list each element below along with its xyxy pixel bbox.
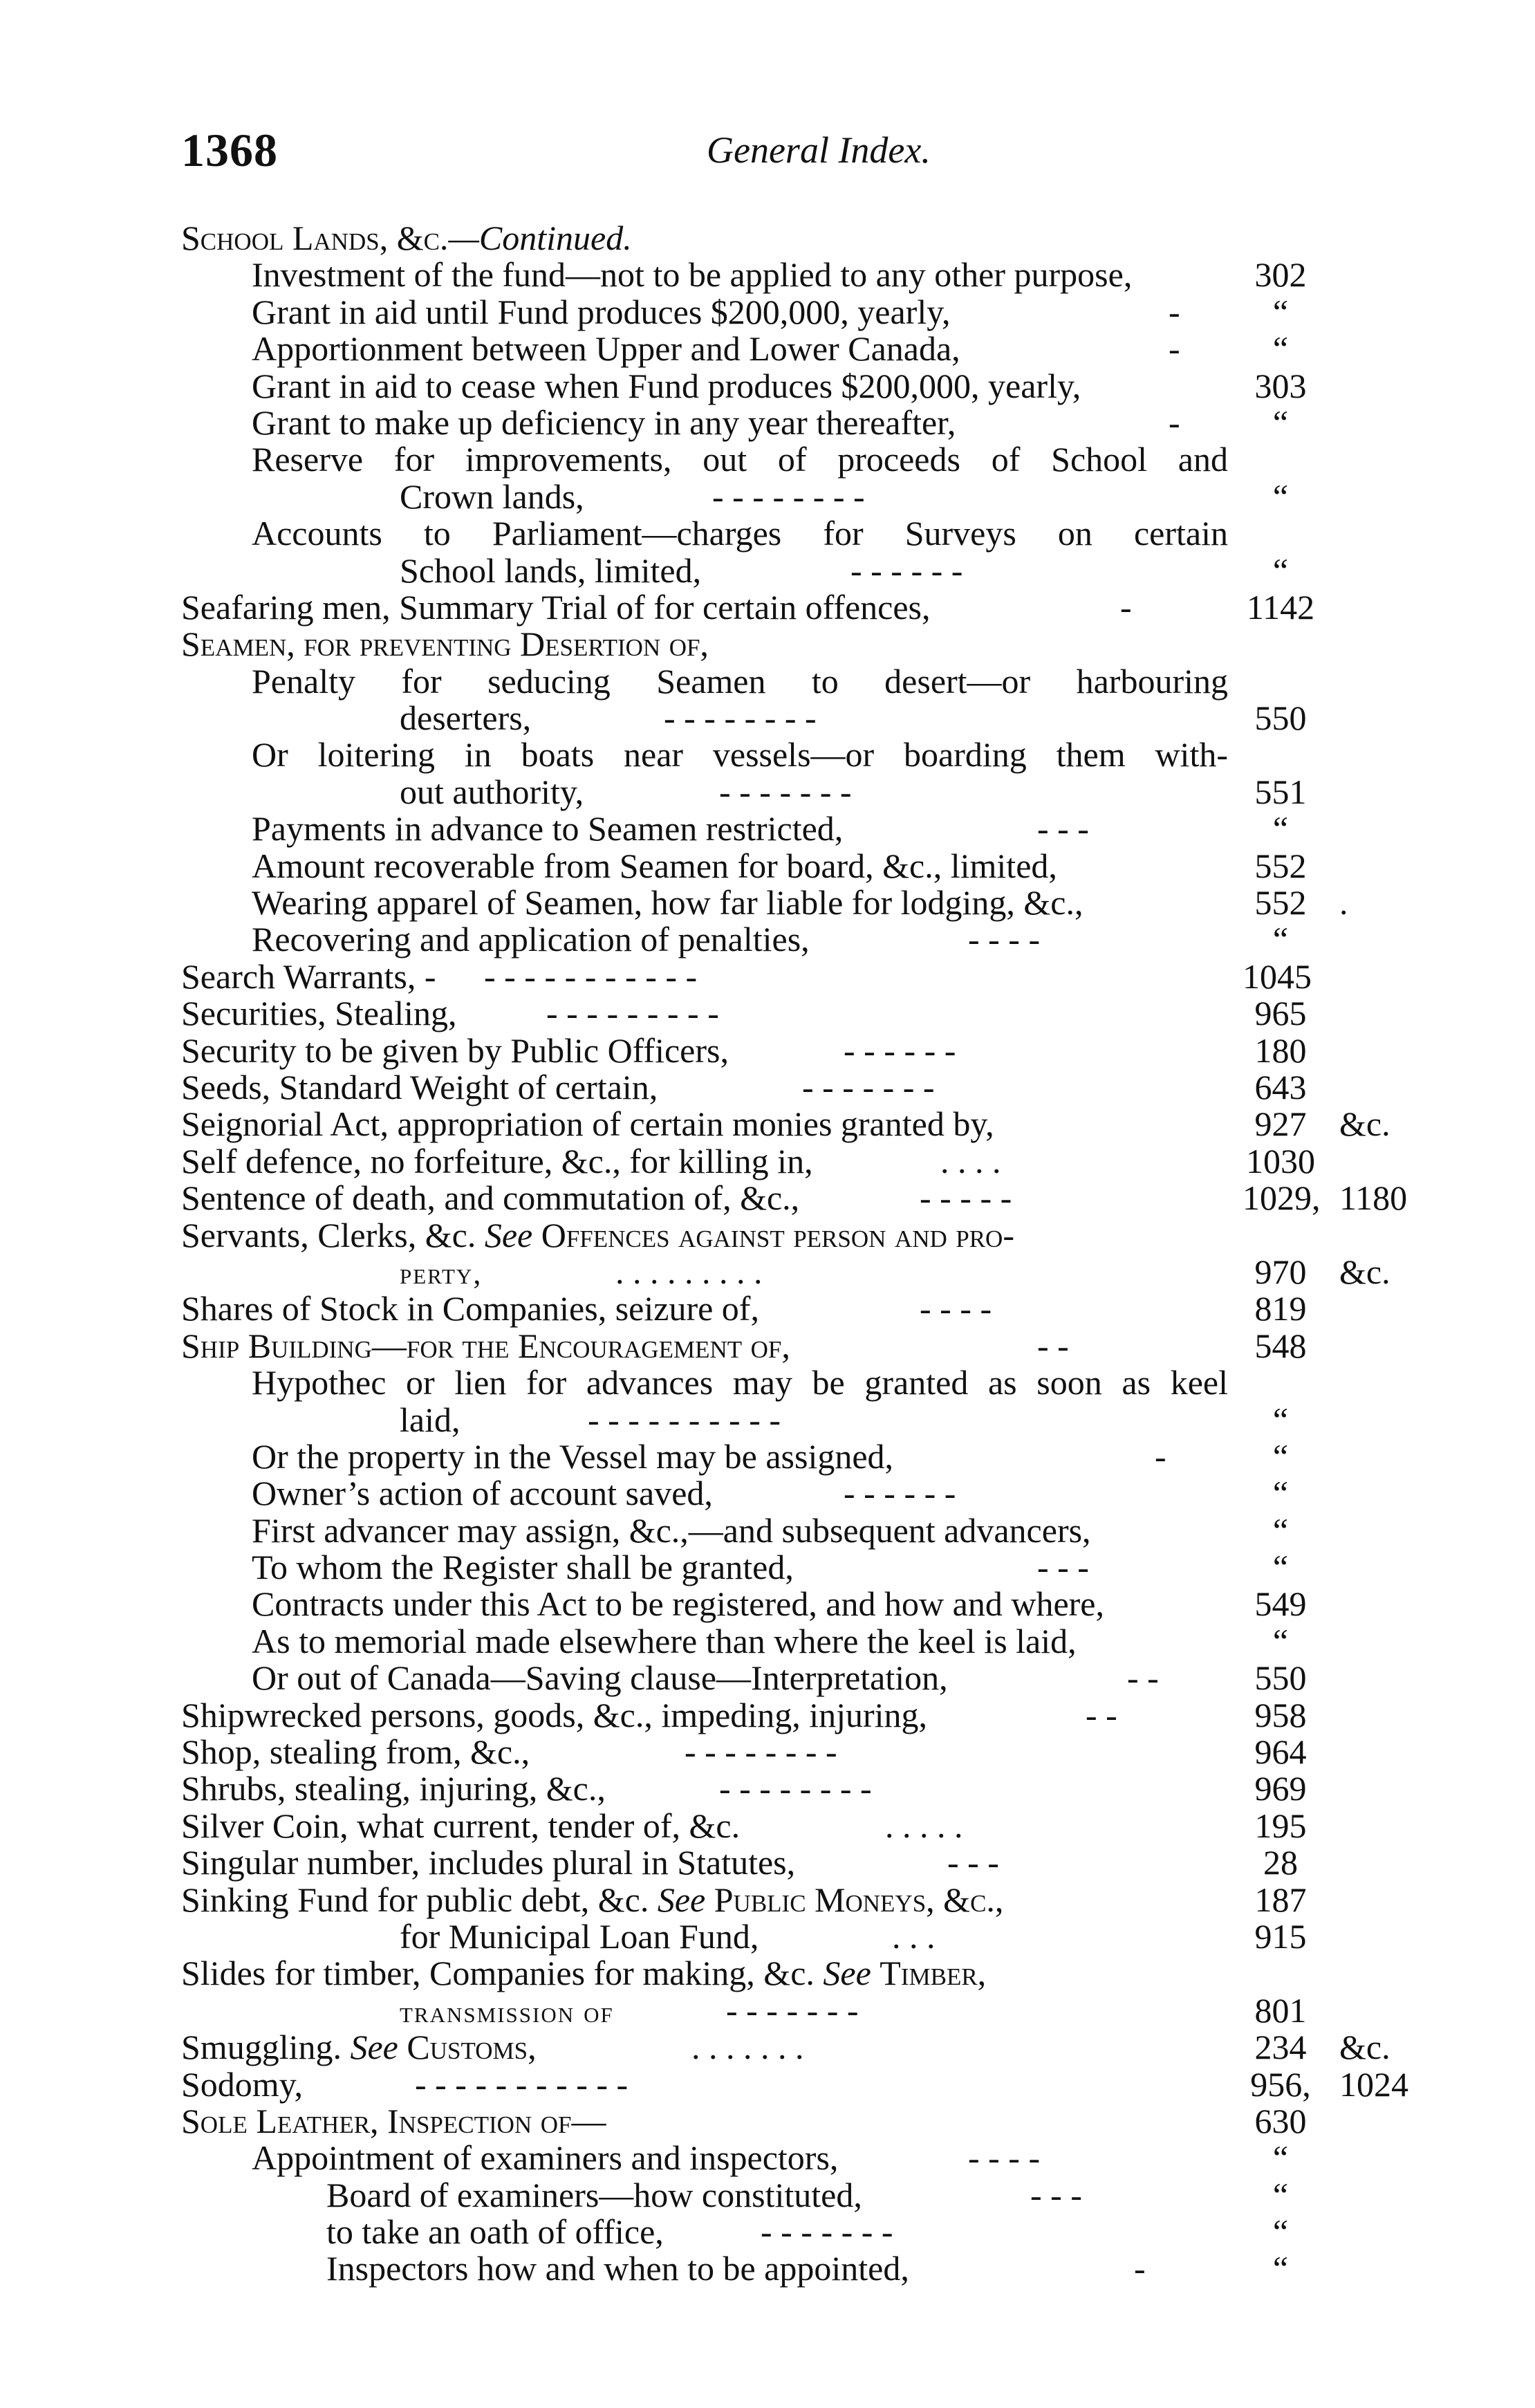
page-reference: “ — [1272, 1436, 1289, 1476]
page-reference: “ — [1272, 1400, 1289, 1439]
index-entry: Slides for timber, Companies for making, &c. See Timber, — [181, 1954, 987, 1993]
page-reference: “ — [1272, 550, 1289, 590]
page-reference: 548 — [1254, 1326, 1307, 1365]
page-reference: “ — [1272, 2175, 1289, 2214]
page-reference: “ — [1272, 292, 1289, 331]
page-reference: 956, — [1250, 2064, 1311, 2104]
index-entry: Silver Coin, what current, tender of, &c. . . . . . 195 — [0, 1808, 1535, 1844]
index-subentry: Reserve for improvements, out of proceeds of School and — [252, 440, 1228, 479]
page-reference: 550 — [1254, 698, 1307, 738]
index-entry-continuation: for Municipal Loan Fund, . . . 915 — [0, 1918, 1535, 1955]
page-reference: “ — [1272, 1510, 1289, 1550]
page-reference: 1045 — [1243, 956, 1312, 996]
page-title: General Index. — [707, 129, 931, 171]
index-subentry-continuation: laid, - - - - - - - - - - “ — [0, 1402, 1535, 1438]
page-reference: 180 — [1254, 1030, 1307, 1070]
running-head — [181, 123, 1274, 178]
index-entry: Sentence of death, and commutation of, &c., - - - - - 1029, 1180 — [181, 1178, 1408, 1218]
index-subentry: Owner’s action of account saved, - - - - - - “ — [0, 1475, 1535, 1512]
index-subentry: First advancer may assign, &c.,—and subsequent advancers, “ — [0, 1512, 1535, 1549]
index-subentry: Board of examiners—how constituted, - - - “ — [0, 2177, 1535, 2214]
index-entry: Sinking Fund for public debt, &c. See Public Moneys, &c., 187 — [0, 1882, 1535, 1918]
page-reference: 969 — [1254, 1769, 1307, 1808]
page-reference: 552 — [1254, 846, 1307, 885]
page-reference: 964 — [1254, 1732, 1307, 1772]
page-reference: 915 — [1254, 1916, 1307, 1956]
index-subentry: Or the property in the Vessel may be assigned, - “ — [0, 1438, 1535, 1475]
index-subentry: As to memorial made elsewhere than where the keel is laid, “ — [0, 1623, 1535, 1660]
index-subentry: Penalty for seducing Seamen to desert—or harbouring — [252, 661, 1228, 701]
page-reference: 234 — [1254, 2028, 1307, 2067]
page-reference: 970 — [1254, 1252, 1307, 1291]
index-entry: Smuggling. See Customs, . . . . . . . 234 &c. — [181, 2028, 1390, 2067]
page-reference: 643 — [1254, 1067, 1307, 1106]
index-subentry: Or out of Canada—Saving clause—Interpretation, - - 550 — [0, 1660, 1535, 1696]
index-heading: School Lands, &c.—Continued. — [181, 219, 632, 257]
page-reference: “ — [1272, 2212, 1289, 2252]
page-reference: 28 — [1263, 1843, 1298, 1882]
index-entry: Seignorial Act, appropriation of certain monies granted by, 927 &c. — [181, 1104, 1390, 1144]
index-subentry: Appointment of examiners and inspectors, - - - - “ — [0, 2140, 1535, 2176]
index-entry-continuation: perty, . . . . . . . . . 970 &c. — [400, 1252, 1390, 1291]
index-entry: Shares of Stock in Companies, seizure of, - - - - 819 — [0, 1290, 1535, 1327]
index-subentry: Payments in advance to Seamen restricted, - - - “ — [0, 811, 1535, 847]
index-heading: Ship Building—for the Encouragement of, - - 548 — [0, 1328, 1535, 1364]
index-subentry: Grant in aid until Fund produces $200,000, yearly, - “ — [0, 294, 1535, 331]
index-subentry: Investment of the fund—not to be applied to any other purpose, 302 — [0, 257, 1535, 293]
index-subentry-continuation: Crown lands, - - - - - - - - “ — [0, 479, 1535, 515]
page-number: 1368 — [181, 124, 278, 176]
index-subentry: Grant in aid to cease when Fund produces $200,000, yearly, 303 — [0, 368, 1535, 405]
page-reference: 630 — [1254, 2101, 1307, 2140]
page-reference: 302 — [1254, 255, 1307, 295]
page-reference: “ — [1272, 476, 1289, 516]
index-subentry: Recovering and application of penalties, - - - - “ — [0, 921, 1535, 958]
index-entry: Seafaring men, Summary Trial of for certain offences, - 1142 — [0, 589, 1535, 626]
page-reference: “ — [1272, 1621, 1289, 1660]
page-reference: “ — [1272, 2249, 1289, 2288]
index-subentry: Wearing apparel of Seamen, how far liable for lodging, &c., 552 . — [252, 883, 1348, 923]
index-entry: Shop, stealing from, &c., - - - - - - - - 964 — [0, 1734, 1535, 1770]
index-subentry: To whom the Register shall be granted, - - - “ — [0, 1549, 1535, 1586]
index-entry-continuation: transmission of - - - - - - - 801 — [0, 1992, 1535, 2029]
page-reference: 927 — [1254, 1104, 1307, 1144]
index-subentry-continuation: deserters, - - - - - - - - 550 — [0, 700, 1535, 737]
page-reference: 1029, — [1243, 1178, 1321, 1218]
page-reference: 551 — [1254, 772, 1307, 811]
index-subentry: Or loitering in boats near vessels—or boarding them with- — [252, 735, 1228, 775]
page-reference: 195 — [1254, 1806, 1307, 1845]
index-subentry: Hypothec or lien for advances may be granted as soon as keel — [252, 1363, 1228, 1402]
page-reference: 303 — [1254, 366, 1307, 405]
page-reference: 549 — [1254, 1584, 1307, 1624]
index-heading: Sole Leather, Inspection of— 630 — [0, 2103, 1535, 2140]
page-reference: 187 — [1254, 1880, 1307, 1919]
index-entry: Singular number, includes plural in Statutes, - - - 28 — [0, 1844, 1535, 1881]
index-subentry: to take an oath of office, - - - - - - - “ — [0, 2214, 1535, 2250]
page-reference: 552 — [1254, 883, 1307, 923]
index-entry: Servants, Clerks, &c. See Offences against person and pro- — [181, 1215, 1014, 1254]
index-entry: Security to be given by Public Officers, - - - - - - 180 — [0, 1032, 1535, 1069]
index-subentry: Apportionment between Upper and Lower Canada, - “ — [0, 331, 1535, 367]
index-entry: Seeds, Standard Weight of certain, - - - - - - - 643 — [0, 1069, 1535, 1106]
index-subentry: Inspectors how and when to be appointed, - “ — [0, 2250, 1535, 2287]
page-reference: “ — [1272, 402, 1289, 442]
index-entry: Shrubs, stealing, injuring, &c., - - - - - - - - 969 — [0, 1770, 1535, 1807]
page-reference: “ — [1272, 920, 1289, 959]
page-reference: 801 — [1254, 1990, 1307, 2030]
page-reference: “ — [1272, 809, 1289, 849]
page-reference: 958 — [1254, 1695, 1307, 1734]
page-reference: “ — [1272, 1548, 1289, 1587]
index-entry: Self defence, no forfeiture, &c., for killing in, . . . . 1030 — [0, 1143, 1535, 1180]
index-entry: Shipwrecked persons, goods, &c., impeding, injuring, - - 958 — [0, 1697, 1535, 1734]
index-subentry-continuation: School lands, limited, - - - - - - “ — [0, 553, 1535, 589]
index-heading: Seamen, for preventing Desertion of, — [181, 624, 709, 664]
page-reference: 965 — [1254, 994, 1307, 1033]
page-reference: 550 — [1254, 1658, 1307, 1698]
page-reference: 819 — [1254, 1289, 1307, 1328]
index-subentry: Accounts to Parliament—charges for Surveys on certain — [252, 514, 1228, 553]
page-reference: “ — [1272, 2138, 1289, 2178]
index-entry: Sodomy, - - - - - - - - - - - 956, 1024 — [181, 2064, 1408, 2104]
page-reference: “ — [1272, 1474, 1289, 1513]
index-subentry: Contracts under this Act to be registered, and how and where, 549 — [0, 1586, 1535, 1622]
index-subentry: Grant to make up deficiency in any year thereafter, - “ — [0, 405, 1535, 441]
index-entries — [0, 220, 1535, 2288]
page-reference: 1142 — [1246, 587, 1315, 627]
page-reference: 1030 — [1246, 1141, 1315, 1180]
index-entry: Securities, Stealing, - - - - - - - - - 965 — [0, 995, 1535, 1032]
index-subentry-continuation: out authority, - - - - - - - 551 — [0, 774, 1535, 811]
index-subentry: Amount recoverable from Seamen for board, &c., limited, 552 — [0, 848, 1535, 885]
page-reference: “ — [1272, 329, 1289, 369]
index-entry: Search Warrants, - - - - - - - - - - - - 1045 — [181, 956, 1312, 996]
